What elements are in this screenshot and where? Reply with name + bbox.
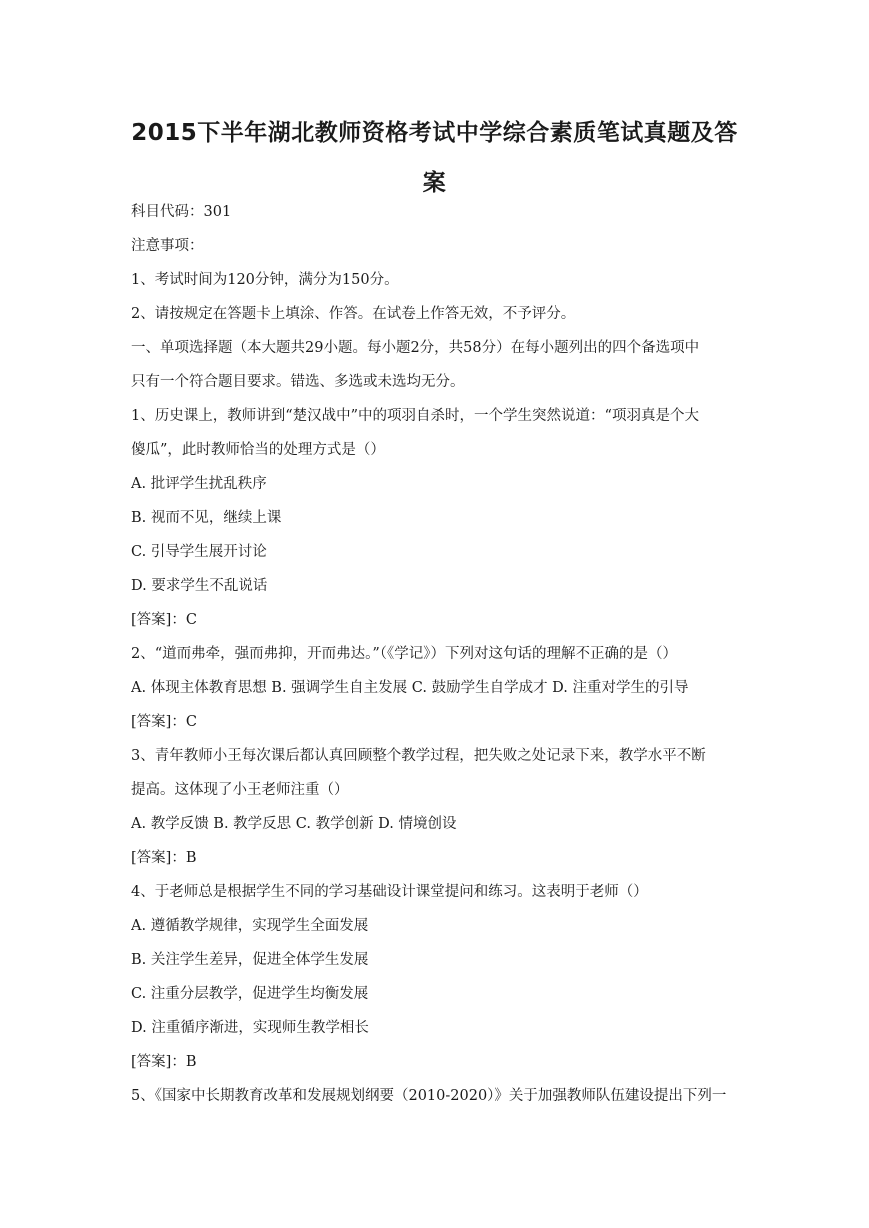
document-title [100, 108, 769, 208]
text-line: 科目代码：301 [131, 204, 232, 220]
text-line: D. 要求学生不乱说话 [131, 578, 268, 594]
text-line: [答案]：B [131, 1054, 197, 1070]
text-line: [答案]：C [131, 612, 197, 628]
document-title-line: 2015下半年湖北教师资格考试中学综合素质笔试真题及答 [131, 120, 738, 146]
text-line: D. 注重循序渐进，实现师生教学相长 [131, 1020, 369, 1036]
text-line: C. 注重分层教学，促进学生均衡发展 [131, 986, 369, 1002]
text-line: 提高。这体现了小王老师注重（） [131, 782, 349, 798]
text-line: 傻瓜”，此时教师恰当的处理方式是（） [131, 442, 385, 458]
text-line: [答案]：B [131, 850, 197, 866]
text-line: A. 教学反馈 B. 教学反思 C. 教学创新 D. 情境创设 [131, 816, 457, 832]
text-line: 1、考试时间为120分钟，满分为150分。 [131, 272, 399, 288]
text-line: A. 遵循教学规律，实现学生全面发展 [131, 918, 369, 934]
document-title-line: 案 [422, 170, 447, 196]
text-line: 2、“道而弗牵，强而弗抑，开而弗达。”（《学记》）下列对这句话的理解不正确的是（） [131, 646, 678, 662]
text-line: 3、青年教师小王每次课后都认真回顾整个教学过程，把失败之处记录下来，教学水平不断 [131, 748, 706, 764]
text-line: 一、单项选择题（本大题共29小题。每小题2分，共58分）在每小题列出的四个备选项中 [131, 340, 700, 356]
text-line: 注意事项： [131, 238, 204, 254]
text-line: 1、历史课上，教师讲到“楚汉战中”中的项羽自杀时，一个学生突然说道：“项羽真是个大 [131, 408, 699, 424]
text-line: 2、请按规定在答题卡上填涂、作答。在试卷上作答无效，不予评分。 [131, 306, 576, 322]
text-line: 只有一个符合题目要求。错选、多选或未选均无分。 [131, 374, 465, 390]
text-line: B. 视而不见，继续上课 [131, 510, 282, 526]
text-line: A. 批评学生扰乱秩序 [131, 476, 267, 492]
text-line: 4、于老师总是根据学生不同的学习基础设计课堂提问和练习。这表明于老师（） [131, 884, 648, 900]
text-line: [答案]：C [131, 714, 197, 730]
text-line: B. 关注学生差异，促进全体学生发展 [131, 952, 369, 968]
text-line: A. 体现主体教育思想 B. 强调学生自主发展 C. 鼓励学生自学成才 D. 注重对学生的引导 [131, 680, 689, 696]
text-line: C. 引导学生展开讨论 [131, 544, 267, 560]
text-line: 5、《国家中长期教育改革和发展规划纲要（2010-2020）》关于加强教师队伍建设提出下列一 [131, 1088, 727, 1104]
